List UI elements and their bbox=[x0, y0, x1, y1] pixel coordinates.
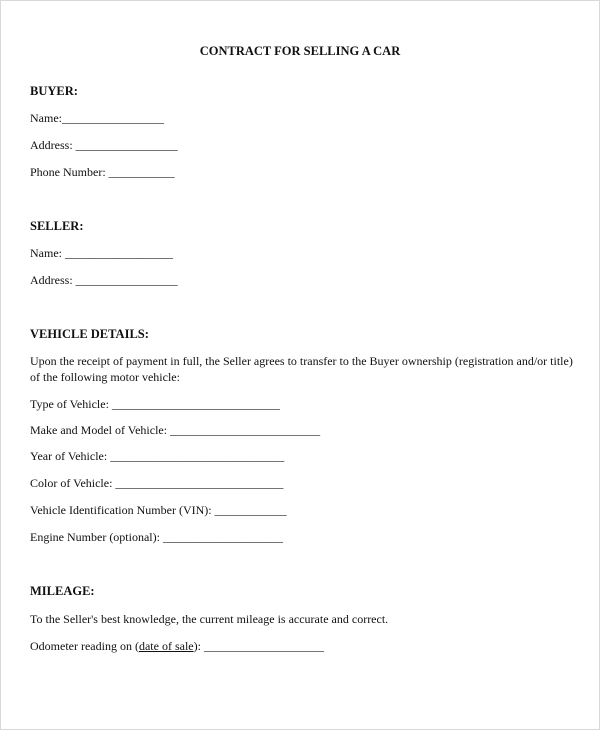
odometer-prefix: Odometer reading on ( bbox=[30, 639, 139, 653]
seller-heading: SELLER: bbox=[30, 219, 84, 233]
odometer-suffix: ): ____________________ bbox=[193, 639, 324, 653]
mileage-statement: To the Seller's best knowledge, the current mileage is accurate and correct. bbox=[30, 612, 389, 626]
buyer-address-field[interactable]: Address: _________________ bbox=[30, 138, 178, 152]
vehicle-vin-field[interactable]: Vehicle Identification Number (VIN): ____________ bbox=[30, 503, 287, 517]
vehicle-type-field[interactable]: Type of Vehicle: ____________________________ bbox=[30, 397, 280, 411]
odometer-reading-field[interactable] bbox=[30, 639, 324, 653]
buyer-heading: BUYER: bbox=[30, 84, 78, 98]
vehicle-heading: VEHICLE DETAILS: bbox=[30, 327, 149, 341]
date-of-sale-placeholder: date of sale bbox=[138, 639, 194, 653]
mileage-heading: MILEAGE: bbox=[30, 584, 95, 598]
vehicle-make-model-field[interactable]: Make and Model of Vehicle: _________________________ bbox=[30, 423, 321, 437]
vehicle-color-field[interactable]: Color of Vehicle: ____________________________ bbox=[30, 476, 284, 490]
vehicle-year-field[interactable]: Year of Vehicle: _____________________________ bbox=[30, 449, 285, 463]
seller-address-field[interactable]: Address: _________________ bbox=[30, 273, 178, 287]
seller-name-field[interactable]: Name: __________________ bbox=[30, 246, 173, 260]
buyer-name-field[interactable]: Name:_________________ bbox=[30, 111, 164, 125]
buyer-phone-field[interactable]: Phone Number: ___________ bbox=[30, 165, 175, 179]
vehicle-engine-field[interactable]: Engine Number (optional): ____________________ bbox=[30, 530, 283, 544]
vehicle-intro-paragraph: Upon the receipt of payment in full, the Seller agrees to transfer to the Buyer ownership (registration and/or title) of the following motor vehicle: bbox=[30, 354, 573, 384]
document-title: CONTRACT FOR SELLING A CAR bbox=[199, 44, 401, 58]
